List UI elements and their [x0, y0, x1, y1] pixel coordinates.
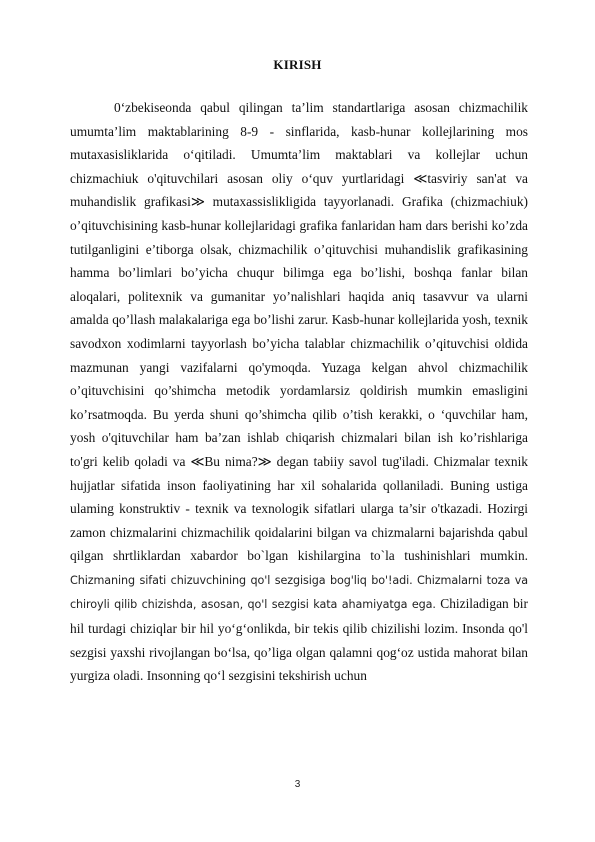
- body-paragraph: [70, 96, 528, 688]
- paragraph-text-alt-font: Chizmaning sifati chizuvchining qo'l sezgisiga bog'liq bo'!adi. Chizmalarni toza va chiroyli qilib chizishda, asosan, qo'l sezgisi kata ahamiyatga ega.: [70, 573, 528, 612]
- page-number: 3: [294, 779, 301, 790]
- paragraph-text-end: Chiziladigan bir hil turdagi chiziqlar bir hil yo‘g‘onlikda, bir tekis qilib chizilishi lozim. Insonda qo'l sezgisi yaxshi rivojlangan bo‘lsa, qo’liga olgan qalamni qog‘oz ustida mahorat bilan yurgiza oladi. Insonning qo‘l sezgisini tekshirish uchun: [70, 596, 528, 684]
- page-title: KIRISH: [273, 57, 322, 72]
- paragraph-text-main: 0‘zbekiseonda qabul qilingan ta’lim standartlariga asosan chizmachilik umumta’lim maktablarining 8-9 - sinflarida, kasb-hunar kollejlarining mos mutaxasisliklarida o‘qitiladi. Umumta’lim maktablari va kollejlar uchun chizmachiuk o'qituvchilari asosan oliy o‘quv yurtlaridagi ≪tasviriy san'at va muhandislik grafikasi≫ mutaxassislikligida tayyorlanadi. Grafika (chizmachiuk) o’qituvchisining kasb-hunar kollejlaridagi grafika fanlaridan ham dars berishi ko’zda tutilganligini e’tiborga olsak, chizmachilik o’qituvchisi muhandislik grafikasining hamma bo’limlari bo’yicha chuqur bilimga ega bo’lishi, boshqa fanlar bilan aloqalari, politexnik va gumanitar yo’nalishlari haqida aniq tasavvur va ularni amalda qo’llash malakalariga ega bo’lishi zarur. Kasb-hunar kollejlarida yosh, texnik savodxon xodimlarni tayyorlash bo’yicha talablar chizmachilik o’qituvchisi oldida mazmunan yangi vazifalarni qo'ymoqda. Yuzaga kelgan ahvol chizmachilik o’qituvchisini qo’shimcha metodik yordamlarsiz qoldirish mumkin emasligini ko’rsatmoqda. Bu yerda shuni qo’shimcha qilib o’tish kerakki, o ‘quvchilar ham, yosh o'qituvchilar ham ba’zan ishlab chiqarish chizmalari bilan ish ko’rishlariga to'gri kelib qoladi va ≪Bu nima?≫ degan tabiiy savol tug'iladi. Chizmalar texnik hujjatlar sifatida inson faoliyatining har xil sohalarida qollaniladi. Buning ustiga ulaming konstruktiv - texnik va texnologik sifatlari ularga ta’sir o'tkazadi. Hozirgi zamon chizmalarini chizmachilik qoidalarini bilgan va chizmalarni bajarishda qabul qilgan shrtliklardan xabardor bo`lgan kishilargina to`la tushinishlari mumkin.: [70, 100, 528, 564]
